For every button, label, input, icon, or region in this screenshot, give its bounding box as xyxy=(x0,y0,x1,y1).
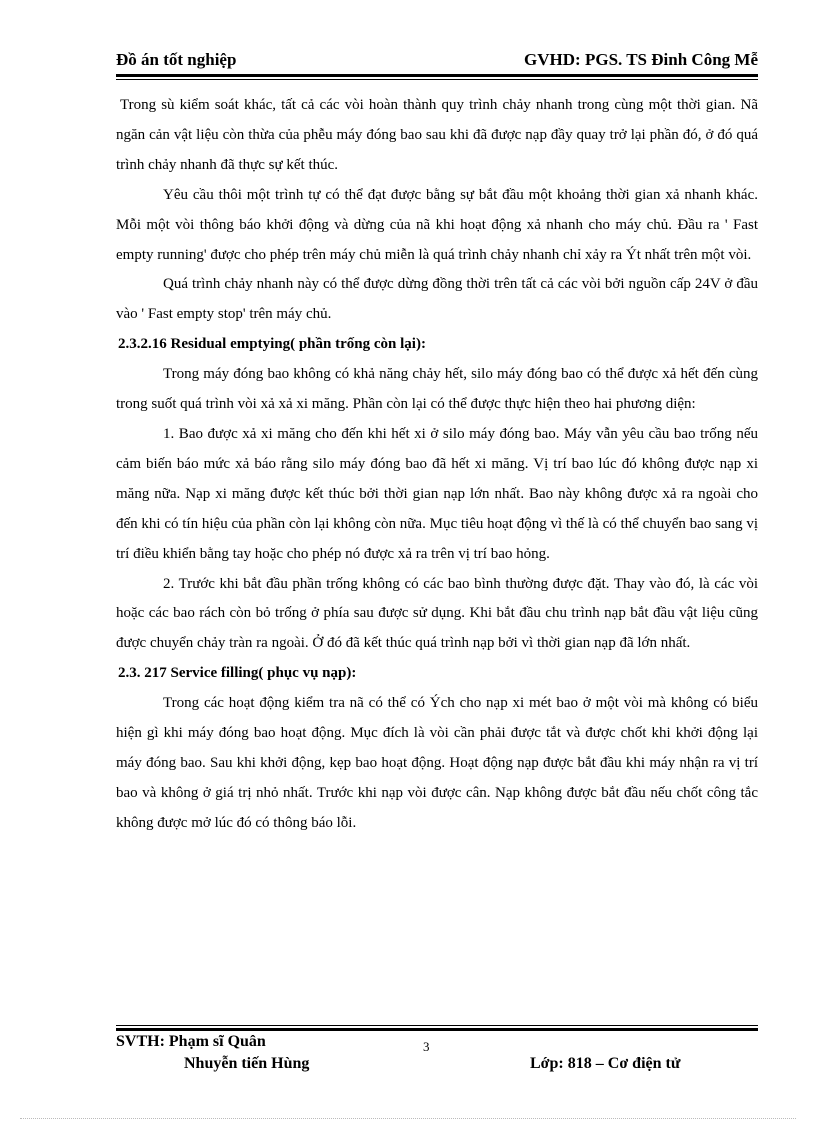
paragraph: Yêu cầu thôi một trình tự có thể đạt được bằng sự bắt đầu một khoảng thời gian xả nhanh khác. Mỗi một vòi thông báo khởi động và dừng của nã khi hoạt động xả nhanh cho máy chủ. Đầu ra ' Fast empty running' được cho phép trên máy chủ miễn là quá trình chảy nhanh chỉ xảy ra Ýt nhất trên một vòi. xyxy=(116,186,758,263)
paragraph: Trong máy đóng bao không có khả năng chảy hết, silo máy đóng bao có thể được xả hết đến cùng trong suốt quá trình vòi xả xả xi măng. Phần còn lại có thể được thực hiện theo hai phương diện: xyxy=(116,366,758,413)
class-label: Lớp: 818 – Cơ điện tử xyxy=(530,1055,681,1072)
student-name-2: Nhuyễn tiến Hùng xyxy=(184,1055,310,1072)
page-body xyxy=(116,91,758,839)
page-footer xyxy=(116,1033,758,1081)
header-rule-thin xyxy=(116,79,758,80)
paragraph: Trong các hoạt động kiểm tra nã có thể có Ých cho nạp xi mét bao ở một vòi mà không có biểu hiện gì khi máy đóng bao hoạt động. Mục đích là vòi cần phải được tắt và được chốt khi khởi động lại máy đóng bao. Sau khi khởi động, kẹp bao hoạt động. Hoạt động nạp được bắt đầu khi máy nhận ra vị trí bao và không ở giá trị nhỏ nhất. Trước khi nạp vòi được cân. Nạp không được bắt đầu nếu chốt công tắc không được mở lúc đó có thông báo lỗi. xyxy=(116,695,758,831)
page-edge-divider xyxy=(20,1118,796,1119)
paragraph: Trong sù kiểm soát khác, tất cả các vòi hoàn thành quy trình chảy nhanh trong cùng một thời gian. Nã ngăn cản vật liệu còn thừa của phễu máy đóng bao sau khi đã được nạp đầy quay trở lại phần đó, ở đó quá trình chảy nhanh đã thực sự kết thúc. xyxy=(116,97,758,173)
paragraph: Quá trình chảy nhanh này có thể được dừng đồng thời trên tất cả các vòi bởi nguồn cấp 24V ở đầu vào ' Fast empty stop' trên máy chủ. xyxy=(116,276,758,323)
document-title: Đồ án tốt nghiệp xyxy=(116,50,237,69)
section-heading: 2.3.2.16 Residual emptying( phần trống còn lại): xyxy=(118,336,426,353)
list-item: 2. Trước khi bắt đầu phần trống không có các bao bình thường được đặt. Thay vào đó, là các vòi hoặc các bao rách còn bỏ trống ở phía sau được sử dụng. Khi bắt đầu chu trình nạp bắt đầu vật liệu cũng được chuyển chảy tràn ra ngoài. Ở đó đã kết thúc quá trình nạp bởi vì thời gian nạp đã lớn nhất. xyxy=(116,575,758,652)
student-name: SVTH: Phạm sĩ Quân xyxy=(116,1033,266,1050)
page-header xyxy=(116,50,758,70)
page-number: 3 xyxy=(423,1039,430,1054)
section-heading: 2.3. 217 Service filling( phục vụ nạp): xyxy=(118,665,357,682)
footer-rule-thick xyxy=(116,1028,758,1031)
header-rule-thick xyxy=(116,74,758,77)
list-item: 1. Bao được xả xi măng cho đến khi hết xi ở silo máy đóng bao. Máy vẫn yêu cầu bao trống nếu cảm biến báo mức xả báo rằng silo máy đóng bao đã hết xi măng. Vị trí bao lúc đó không được nạp xi măng nữa. Nạp xi măng được kết thúc bởi thời gian nạp lớn nhất. Bao này không được xả ra ngoài cho đến khi có tín hiệu của phần còn lại không còn nữa. Mục tiêu hoạt động vì thế là có thể chuyển bao sang vị trí điều khiển bằng tay hoặc cho phép nó được xả ra trên vị trí bao hỏng. xyxy=(116,425,758,562)
footer-rule-thin xyxy=(116,1025,758,1026)
supervisor-label: GVHD: PGS. TS Đinh Công Mễ xyxy=(524,50,758,69)
